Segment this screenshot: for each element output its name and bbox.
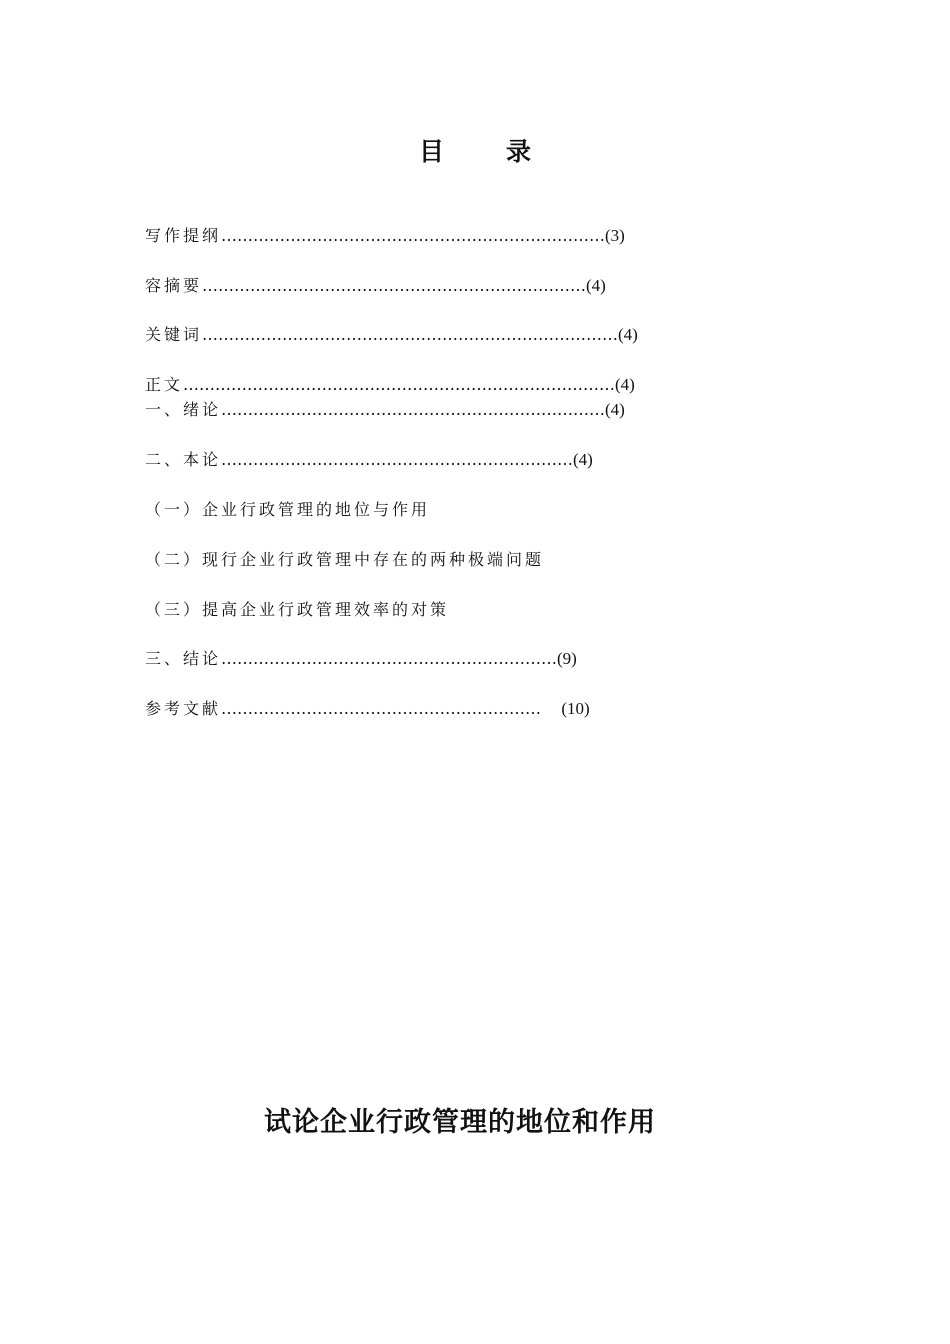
toc-page-number: (10) [561, 699, 590, 718]
toc-leader-dots: ……………………………………………………………………… [183, 375, 616, 394]
toc-entry-section-3[interactable] [145, 600, 449, 620]
toc-entry-keywords[interactable] [145, 325, 638, 345]
toc-entry-label: 三、结论 [145, 649, 222, 668]
toc-leader-dots: ……………………………………………………… [221, 649, 558, 668]
toc-heading-right: 录 [506, 137, 532, 166]
toc-page-number: (4) [605, 400, 625, 419]
toc-entry-conclusion[interactable] [145, 649, 577, 669]
toc-page-number: (4) [615, 375, 635, 394]
toc-entry-label: 参考文献 [145, 699, 222, 718]
toc-leader-dots: ………………………………………………………… [221, 450, 574, 469]
toc-entry-main-text[interactable] [145, 375, 635, 395]
toc-entry-label: （三）提高企业行政管理效率的对策 [145, 600, 450, 619]
toc-heading [0, 132, 950, 168]
toc-page-number: (9) [557, 649, 577, 668]
toc-leader-dots: …………………………………………………… [221, 699, 562, 718]
toc-entry-body[interactable] [145, 450, 593, 470]
toc-page-number: (3) [605, 226, 625, 245]
toc-leader-dots: ……………………………………………………………… [221, 226, 606, 245]
toc-page-number: (4) [586, 276, 606, 295]
toc-entry-section-1[interactable] [145, 500, 430, 520]
toc-heading-left: 目 [418, 137, 444, 166]
toc-entry-label: 关键词 [145, 325, 203, 344]
toc-entry-writing-outline[interactable] [145, 226, 625, 246]
toc-entry-label: 容摘要 [145, 276, 203, 295]
toc-page-number: (4) [573, 450, 593, 469]
toc-entry-label: 正文 [145, 375, 184, 394]
toc-entry-label: （二）现行企业行政管理中存在的两种极端问题 [145, 550, 545, 569]
toc-entry-label: （一）企业行政管理的地位与作用 [145, 500, 431, 519]
toc-entry-section-2[interactable] [145, 550, 544, 570]
toc-entry-abstract[interactable] [145, 276, 606, 296]
toc-entry-label: 一、绪论 [145, 400, 222, 419]
toc-entry-references[interactable] [145, 699, 590, 719]
toc-page-number: (4) [618, 325, 638, 344]
toc-entry-introduction[interactable] [145, 400, 625, 420]
toc-entry-label: 二、本论 [145, 450, 222, 469]
toc-entry-label: 写作提纲 [145, 226, 222, 245]
toc-leader-dots: …………………………………………………………………… [202, 325, 619, 344]
toc-leader-dots: ……………………………………………………………… [221, 400, 606, 419]
toc-leader-dots: ……………………………………………………………… [202, 276, 587, 295]
document-title: 试论企业行政管理的地位和作用 [264, 1107, 656, 1138]
